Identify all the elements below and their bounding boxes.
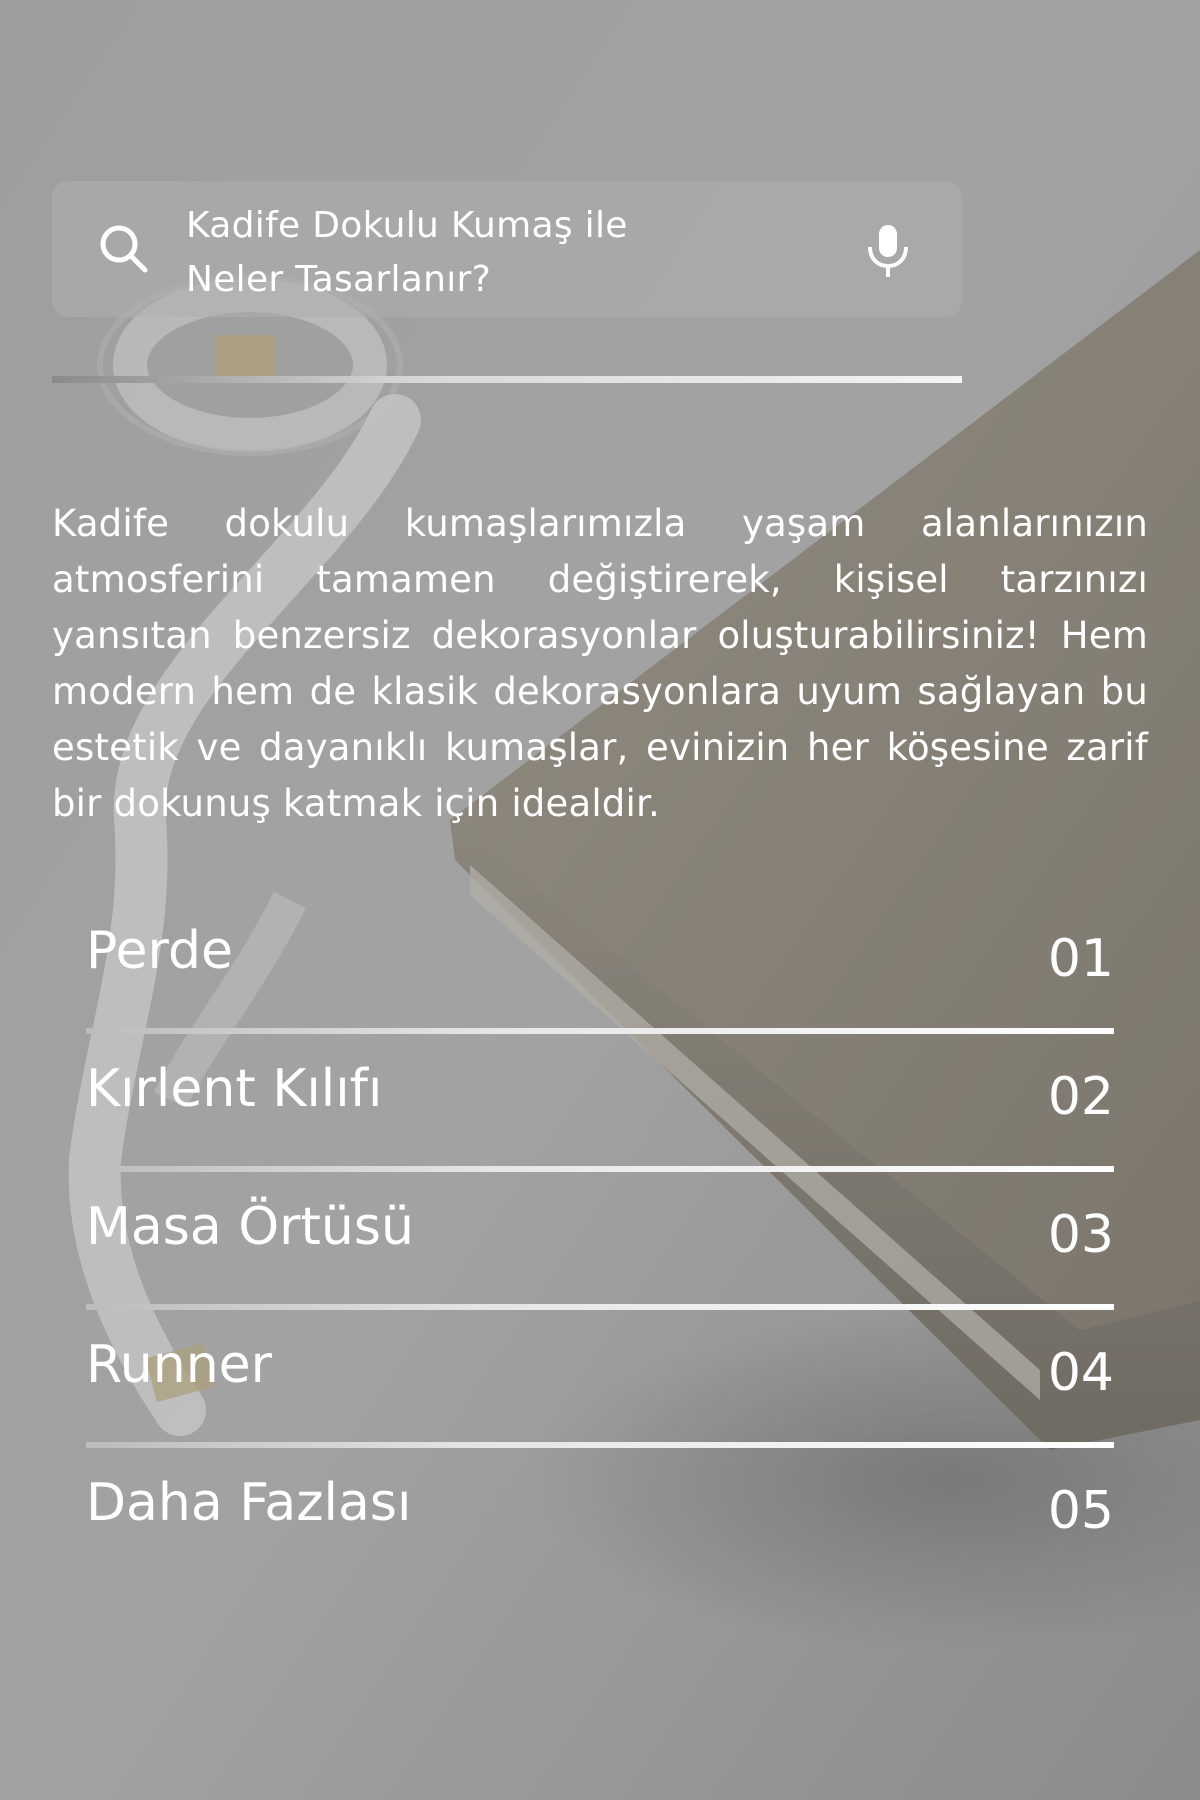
list-item-number: 01 <box>1047 929 1114 989</box>
list-item[interactable] <box>86 1314 1114 1452</box>
search-icon[interactable] <box>98 223 150 275</box>
list-item-number: 04 <box>1047 1343 1114 1403</box>
search-underline <box>52 376 962 383</box>
usage-list <box>86 900 1114 1590</box>
list-item-number: 02 <box>1047 1067 1114 1127</box>
search-query[interactable] <box>186 199 746 307</box>
list-item-number: 05 <box>1047 1481 1114 1541</box>
list-divider <box>86 1304 1114 1310</box>
intro-paragraph: Kadife dokulu kumaşlarımızla yaşam alanlarınızın atmosferini tamamen değiştirerek, kişisel tarzınızı yansıtan benzersiz dekorasyonlar oluşturabilirsiniz! Hem modern hem de klasik dekorasyonlara uyum sağlayan bu estetik ve dayanıklı kumaşlar, evinizin her köşesine zarif bir dokunuş katmak için idealdir. <box>52 502 1148 825</box>
microphone-icon[interactable] <box>860 221 916 281</box>
list-item[interactable] <box>86 900 1114 1038</box>
list-item-number: 03 <box>1047 1205 1114 1265</box>
list-divider <box>86 1166 1114 1172</box>
list-item-label: Masa Örtüsü <box>86 1197 414 1257</box>
list-item[interactable] <box>86 1038 1114 1176</box>
list-divider <box>86 1028 1114 1034</box>
list-divider <box>86 1442 1114 1448</box>
list-item-label: Kırlent Kılıfı <box>86 1059 383 1119</box>
list-item-label: Perde <box>86 921 233 981</box>
list-item-label: Runner <box>86 1335 273 1395</box>
list-item[interactable] <box>86 1176 1114 1314</box>
search-bar[interactable] <box>52 181 962 317</box>
list-item[interactable] <box>86 1452 1114 1590</box>
list-item-label: Daha Fazlası <box>86 1473 412 1533</box>
search-query-line-2: Neler Tasarlanır? <box>186 259 492 300</box>
search-query-line-1: Kadife Dokulu Kumaş ile <box>186 205 628 246</box>
